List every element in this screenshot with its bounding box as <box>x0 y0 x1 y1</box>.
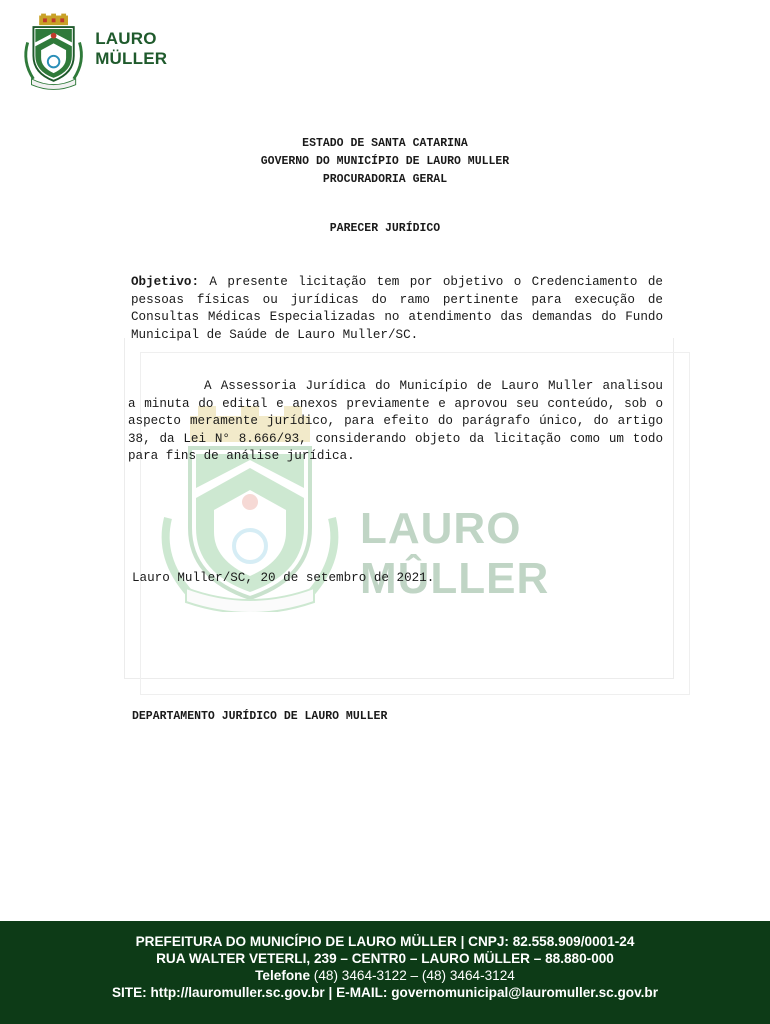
footer-site-link[interactable]: http://lauromuller.sc.gov.br <box>150 985 325 1000</box>
logo-wordmark: LAURO MÜLLER <box>95 29 168 68</box>
footer-line-prefeitura: PREFEITURA DO MUNICÍPIO DE LAURO MÜLLER | CNPJ: 82.558.909/0001-24 <box>135 934 635 949</box>
footer-line-address: RUA WALTER VETERLI, 239 – CENTR0 – LAURO MÜLLER – 88.880-000 <box>156 951 614 966</box>
watermark-wordmark: LAURO MÛLLER <box>360 504 550 603</box>
footer-email-label: E-MAIL: <box>336 985 392 1000</box>
header-line-government: GOVERNO DO MUNICÍPIO DE LAURO MULLER <box>260 155 510 168</box>
header-line-department: PROCURADORIA GERAL <box>322 173 448 186</box>
objective-paragraph <box>131 274 663 344</box>
document-header <box>0 135 770 189</box>
opinion-text: A Assessoria Jurídica do Município de Lauro Muller analisou a minuta do edital e anexos previamente e aprovou seu conteúdo, sob o aspecto meramente jurídico, para efeito do parágrafo único, do artigo 38, da Lei N° 8.666/93, considerando objeto da licitação como um todo para fins de análise jurídica. <box>128 379 663 464</box>
footer-separator: | <box>324 985 337 1000</box>
department-signature: DEPARTAMENTO JURÍDICO DE LAURO MULLER <box>132 710 388 723</box>
footer-line-contact <box>0 984 770 1001</box>
footer-site-label: SITE: <box>111 985 151 1000</box>
municipal-logo <box>20 12 228 92</box>
objective-text: A presente licitação tem por objetivo o Credenciamento de pessoas físicas ou jurídicas do ramo pertinente para execução de Consultas Médicas Especializadas no atendimento das demandas do Fundo Municipal de Saúde de Lauro Muller/SC. <box>131 275 663 342</box>
footer-phone-label: Telefone <box>255 968 311 983</box>
coat-of-arms-icon <box>20 12 87 92</box>
document-title: PARECER JURÍDICO <box>329 222 441 235</box>
header-line-state: ESTADO DE SANTA CATARINA <box>302 137 468 150</box>
footer-phone-numbers: (48) 3464-3122 – (48) 3464-3124 <box>310 968 515 983</box>
footer-email-link[interactable]: governomunicipal@lauromuller.sc.gov.br <box>391 985 659 1000</box>
page-footer <box>0 921 770 1024</box>
objective-label: Objetivo: <box>131 275 200 289</box>
footer-line-phone <box>0 967 770 984</box>
opinion-paragraph <box>128 378 663 466</box>
date-line: Lauro Muller/SC, 20 de setembro de 2021. <box>132 571 435 585</box>
